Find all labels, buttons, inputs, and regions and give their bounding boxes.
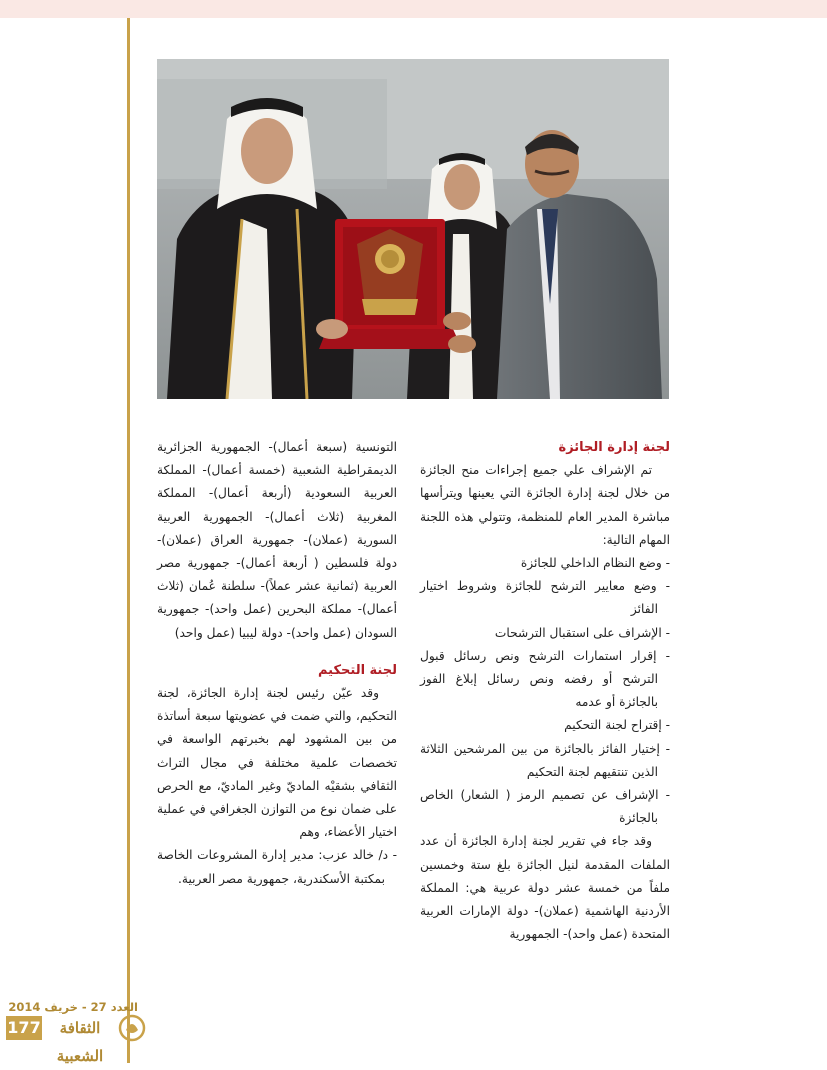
gold-margin-rule: [127, 18, 130, 1063]
bullet-item: - إقتراح لجنة التحكيم: [564, 718, 670, 733]
bullet-item: - وضع معايير الترشح للجائزة وشروط اختيار الفائز: [420, 579, 670, 617]
right-column: [420, 436, 670, 946]
magazine-emblem-icon: [118, 1014, 146, 1046]
spacer: [157, 645, 397, 659]
heading-jury: لجنة التحكيم: [317, 662, 397, 678]
bullet-item-member: - د/ خالد عزب: مدير إدارة المشروعات الخاصة بمكتبة الأسكندرية، جمهورية مصر العربية.: [157, 848, 397, 886]
bullet-item: - وضع النظام الداخلي للجائزة: [520, 556, 670, 571]
bullet-item: - إقرار استمارات الترشح ونص رسائل قبول الترشح أو رفضه ونص رسائل إبلاغ الفوز بالجائزة أو عدمه: [420, 648, 670, 710]
top-band: [0, 0, 827, 18]
paragraph-intro: تم الإشراف علي جميع إجراءات منح الجائزة من خلال لجنة إدارة الجائزة التي يعينها ويترأسها مباشرة المدير العام للمنظمة، وتتولي هذه اللجنة المهام التالية:: [420, 463, 670, 547]
paragraph-jury: وقد عيّن رئيس لجنة إدارة الجائزة، لجنة التحكيم، والتي ضمت في عضويتها سبعة أساتذة من بين المشهود لهم بخبرتهم الواسعة في تخصصات علمية مختلفة في مجال التراث الثقافي بشقيْه الماديّ وغير الماديّ، مع الحرص على ضمان نوع من التوازن الجغرافي في عملية اختيار الأعضاء، وهم: [157, 686, 397, 840]
magazine-logo-text: الثقافة الشعبية: [56, 1019, 104, 1065]
paragraph-submissions: وقد جاء في تقرير لجنة إدارة الجائزة أن عدد الملفات المقدمة لنيل الجائزة بلغ ستة وخمسين ملفاً من خمسة عشر دولة عربية هي: المملكة الأردنية الهاشمية (عملان)- دولة الإمارات العربية المتحدة (عمل واحد)- الجمهورية: [420, 834, 670, 942]
paragraph-countries-continued: التونسية (سبعة أعمال)- الجمهورية الجزائرية الديمقراطية الشعبية (خمسة أعمال)- المملكة العربية السعودية (أربعة أعمال)- المملكة المغربية (ثلاث أعمال)- الجمهورية العربية السورية (عملان)- جمهورية العراق (عملان)- دولة فلسطين ( أربعة أعمال)- جمهورية مصر العربية (ثمانية عشر عملاً)- سلطنة عُمان (ثلاث أعمال)- مملكة البحرين (عمل واحد)- جمهورية السودان (عمل واحد)- دولة ليبيا (عمل واحد): [157, 440, 397, 640]
page-number: 177: [6, 1016, 42, 1040]
bullet-item: - إختيار الفائز بالجائزة من بين المرشحين الثلاثة الذين تنتقيهم لجنة التحكيم: [420, 741, 670, 779]
left-column: [157, 436, 397, 891]
heading-prize-management-committee: لجنة إدارة الجائزة: [558, 440, 670, 455]
issue-label: العدد 27 - خريف 2014: [8, 1000, 138, 1014]
award-ceremony-photo: [157, 59, 669, 399]
bullet-item: - الإشراف على استقبال الترشحات: [494, 625, 670, 640]
bullet-item: - الإشراف عن تصميم الرمز ( الشعار) الخاص بالجائزة: [420, 788, 670, 826]
